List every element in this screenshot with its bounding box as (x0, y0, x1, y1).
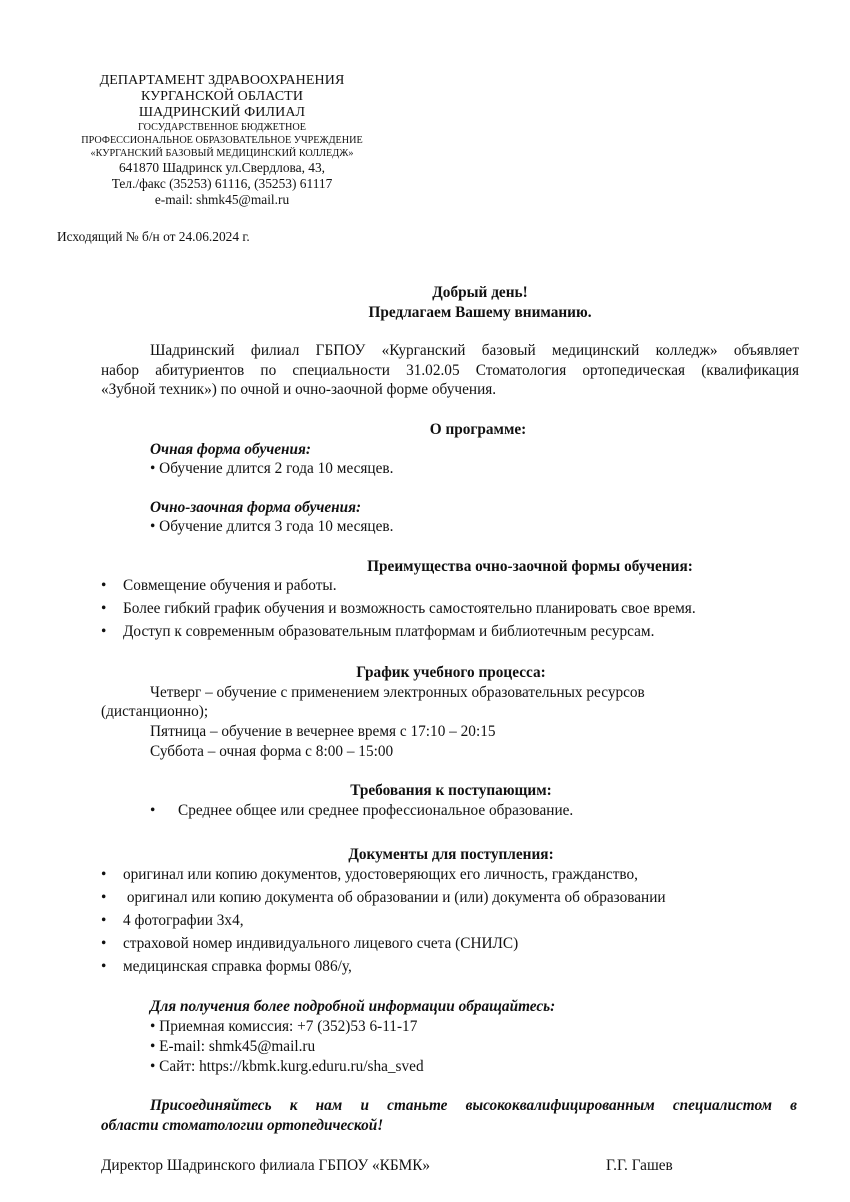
contact-website[interactable]: • Сайт: https://kbmk.kurg.eduru.ru/sha_sved (150, 1058, 424, 1075)
signature-name: Г.Г. Гашев (606, 1157, 673, 1174)
requirement-item: • Среднее общее или среднее профессиональное образование. (150, 802, 574, 819)
intro-line-3: «Зубной техник») по очной и очно-заочной форме обучения. (101, 381, 497, 398)
schedule-heading: График учебного процесса: (356, 664, 546, 681)
documents-heading: Документы для поступления: (348, 846, 554, 863)
bullet-icon: • (150, 802, 156, 819)
letterhead-phone: Тел./факс (35253) 61116, (35253) 61117 (111, 176, 333, 191)
bullet-icon: • (101, 935, 107, 952)
intro-line-2: набор абитуриентов по специальности 31.02.05 Стоматология ортопедическая (квалификация (101, 362, 799, 379)
bullet-icon: • (101, 912, 107, 929)
part-time-title: Очно-заочная форма обучения: (150, 499, 362, 516)
advantage-item: • Совмещение обучения и работы. (101, 577, 337, 594)
schedule-thursday: Четверг – обучение с применением электронных образовательных ресурсов (150, 684, 645, 701)
letterhead-department: ДЕПАРТАМЕНТ ЗДРАВООХРАНЕНИЯ (99, 73, 345, 88)
bullet-icon: • (101, 958, 107, 975)
advantages-heading: Преимущества очно-заочной формы обучения: (367, 558, 693, 575)
intro-line-1: Шадринский филиал ГБПОУ «Курганский базовый медицинский колледж» объявляет (150, 342, 799, 359)
contact-phone: • Приемная комиссия: +7 (352)53 6-11-17 (150, 1018, 418, 1035)
letterhead (52, 73, 392, 208)
letterhead-org-name: «КУРГАНСКИЙ БАЗОВЫЙ МЕДИЦИНСКИЙ КОЛЛЕДЖ» (90, 148, 354, 159)
requirements-heading: Требования к поступающим: (350, 782, 552, 799)
full-time-duration: • Обучение длится 2 года 10 месяцев. (150, 460, 394, 477)
greeting-subtitle: Предлагаем Вашему вниманию. (368, 304, 592, 321)
full-time-title: Очная форма обучения: (150, 441, 312, 458)
bullet-icon: • (101, 623, 107, 640)
document-item: • страховой номер индивидуального лицевого счета (СНИЛС) (101, 935, 519, 952)
document-item: • медицинская справка формы 086/у, (101, 958, 352, 975)
letterhead-org-type: ГОСУДАРСТВЕННОЕ БЮДЖЕТНОЕ (138, 122, 306, 133)
advantage-item: • Доступ к современным образовательным платформам и библиотечным ресурсам. (101, 623, 655, 640)
schedule-thursday-cont: (дистанционно); (101, 703, 209, 720)
document-item: • оригинал или копию документов, удостоверяющих его личность, гражданство, (101, 866, 638, 883)
program-heading: О программе: (429, 421, 527, 438)
greeting-title: Добрый день! (432, 284, 528, 301)
document-item: • 4 фотографии 3х4, (101, 912, 244, 929)
part-time-duration: • Обучение длится 3 года 10 месяцев. (150, 518, 394, 535)
schedule-saturday: Суббота – очная форма с 8:00 – 15:00 (150, 743, 394, 760)
closing-line-1: Присоединяйтесь к нам и станьте высококвалифицированным специалистом в (150, 1097, 797, 1114)
document-item: • оригинал или копию документа об образовании и (или) документа об образовании (101, 889, 666, 906)
advantage-item: • Более гибкий график обучения и возможность самостоятельно планировать свое время. (101, 600, 696, 617)
contact-email[interactable]: • E-mail: shmk45@mail.ru (150, 1038, 316, 1055)
bullet-icon: • (101, 889, 107, 906)
signature-position: Директор Шадринского филиала ГБПОУ «КБМК» (101, 1157, 431, 1174)
letterhead-org-type-2: ПРОФЕССИОНАЛЬНОЕ ОБРАЗОВАТЕЛЬНОЕ УЧРЕЖДЕНИЕ (81, 135, 363, 146)
letterhead-region: КУРГАНСКОЙ ОБЛАСТИ (140, 89, 304, 104)
contacts-heading: Для получения более подробной информации обращайтесь: (150, 998, 556, 1015)
letterhead-branch: ШАДРИНСКИЙ ФИЛИАЛ (138, 105, 306, 120)
schedule-friday: Пятница – обучение в вечернее время с 17:10 – 20:15 (150, 723, 496, 740)
closing-line-2: области стоматологии ортопедической! (101, 1117, 384, 1134)
letterhead-address: 641870 Шадринск ул.Свердлова, 43, (118, 160, 326, 175)
letterhead-email: e-mail: shmk45@mail.ru (154, 192, 290, 207)
bullet-icon: • (101, 600, 107, 617)
bullet-icon: • (101, 866, 107, 883)
bullet-icon: • (101, 577, 107, 594)
outgoing-number: Исходящий № б/н от 24.06.2024 г. (57, 229, 250, 244)
